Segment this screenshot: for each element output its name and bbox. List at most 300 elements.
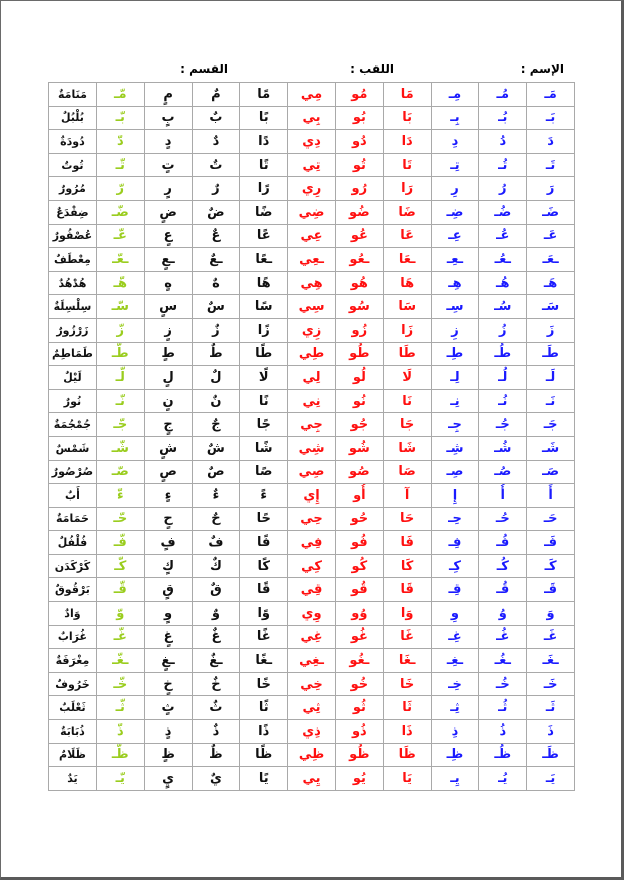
shadda-cell: مّـ bbox=[96, 83, 144, 107]
tanwin-fath-cell: زًا bbox=[240, 318, 288, 342]
tanwin-fath-cell: وًا bbox=[240, 602, 288, 626]
kasra-cell: هِـ bbox=[431, 271, 479, 295]
tanwin-damm-cell: جٌ bbox=[192, 413, 240, 437]
word-cell: وَادٌ bbox=[49, 602, 97, 626]
waw-cell: مُو bbox=[335, 83, 383, 107]
fatha-cell: مَـ bbox=[527, 83, 575, 107]
fatha-cell: لَـ bbox=[527, 366, 575, 390]
table-row bbox=[49, 318, 575, 342]
tanwin-damm-cell: ءٌ bbox=[192, 484, 240, 508]
damma-cell: ضُـ bbox=[479, 200, 527, 224]
waw-cell: رُو bbox=[335, 177, 383, 201]
fatha-cell: ـغَـ bbox=[527, 649, 575, 673]
ya-cell: ثِي bbox=[288, 696, 336, 720]
damma-cell: تُـ bbox=[479, 153, 527, 177]
kasra-cell: طِـ bbox=[431, 342, 479, 366]
tanwin-fath-cell: ءً bbox=[240, 484, 288, 508]
ya-cell: طِي bbox=[288, 342, 336, 366]
letters-table bbox=[48, 82, 575, 791]
shadda-cell: ـغّـ bbox=[96, 649, 144, 673]
kasra-cell: كِـ bbox=[431, 554, 479, 578]
ya-cell: ذِي bbox=[288, 720, 336, 744]
shadda-cell: ثّـ bbox=[96, 696, 144, 720]
table-row bbox=[49, 248, 575, 272]
shadda-cell: شّـ bbox=[96, 436, 144, 460]
tanwin-damm-cell: حٌ bbox=[192, 507, 240, 531]
damma-cell: كُـ bbox=[479, 554, 527, 578]
damma-cell: شُـ bbox=[479, 436, 527, 460]
shadda-cell: ذّ bbox=[96, 720, 144, 744]
alif-cell: حَا bbox=[383, 507, 431, 531]
word-cell: ثَعْلَبٌ bbox=[49, 696, 97, 720]
tanwin-kasr-cell: وٍ bbox=[144, 602, 192, 626]
kasra-cell: حِـ bbox=[431, 507, 479, 531]
damma-cell: وُ bbox=[479, 602, 527, 626]
ya-cell: سِي bbox=[288, 295, 336, 319]
shadda-cell: هّـ bbox=[96, 271, 144, 295]
word-cell: سِلْسِلَةٌ bbox=[49, 295, 97, 319]
kasra-cell: ـغِـ bbox=[431, 649, 479, 673]
kasra-cell: دِ bbox=[431, 130, 479, 154]
table-row bbox=[49, 507, 575, 531]
kasra-cell: فِـ bbox=[431, 531, 479, 555]
tanwin-fath-cell: مًا bbox=[240, 83, 288, 107]
tanwin-fath-cell: خًا bbox=[240, 672, 288, 696]
fatha-cell: وَ bbox=[527, 602, 575, 626]
waw-cell: جُو bbox=[335, 413, 383, 437]
kasra-cell: يِـ bbox=[431, 767, 479, 791]
waw-cell: ـعُو bbox=[335, 248, 383, 272]
alif-cell: ذَا bbox=[383, 720, 431, 744]
ya-cell: صِي bbox=[288, 460, 336, 484]
waw-cell: ضُو bbox=[335, 200, 383, 224]
tanwin-kasr-cell: لٍ bbox=[144, 366, 192, 390]
shadda-cell: لّـ bbox=[96, 366, 144, 390]
damma-cell: يُـ bbox=[479, 767, 527, 791]
kasra-cell: تِـ bbox=[431, 153, 479, 177]
tanwin-kasr-cell: صٍ bbox=[144, 460, 192, 484]
waw-cell: هُو bbox=[335, 271, 383, 295]
shadda-cell: قّـ bbox=[96, 578, 144, 602]
fatha-cell: نَـ bbox=[527, 389, 575, 413]
tanwin-damm-cell: قٌ bbox=[192, 578, 240, 602]
fatha-cell: رَ bbox=[527, 177, 575, 201]
fatha-cell: ثَـ bbox=[527, 696, 575, 720]
tanwin-fath-cell: نًا bbox=[240, 389, 288, 413]
kasra-cell: خِـ bbox=[431, 672, 479, 696]
tanwin-fath-cell: طًا bbox=[240, 342, 288, 366]
shadda-cell: دّ bbox=[96, 130, 144, 154]
damma-cell: قُـ bbox=[479, 578, 527, 602]
waw-cell: نُو bbox=[335, 389, 383, 413]
kasra-cell: قِـ bbox=[431, 578, 479, 602]
tanwin-damm-cell: ظٌ bbox=[192, 743, 240, 767]
tanwin-damm-cell: عٌ bbox=[192, 224, 240, 248]
shadda-cell: عّـ bbox=[96, 224, 144, 248]
fatha-cell: قَـ bbox=[527, 578, 575, 602]
tanwin-fath-cell: بًا bbox=[240, 106, 288, 130]
table-row bbox=[49, 460, 575, 484]
table-row bbox=[49, 153, 575, 177]
tanwin-fath-cell: جًا bbox=[240, 413, 288, 437]
ya-cell: جِي bbox=[288, 413, 336, 437]
damma-cell: طُـ bbox=[479, 342, 527, 366]
waw-cell: سُو bbox=[335, 295, 383, 319]
damma-cell: ذُ bbox=[479, 720, 527, 744]
tanwin-fath-cell: كًا bbox=[240, 554, 288, 578]
ya-cell: دِي bbox=[288, 130, 336, 154]
ya-cell: ـغِي bbox=[288, 649, 336, 673]
tanwin-fath-cell: ذًا bbox=[240, 720, 288, 744]
tanwin-fath-cell: غًا bbox=[240, 625, 288, 649]
fatha-cell: صَـ bbox=[527, 460, 575, 484]
ya-cell: قِي bbox=[288, 578, 336, 602]
tanwin-kasr-cell: غٍ bbox=[144, 625, 192, 649]
alif-cell: غَا bbox=[383, 625, 431, 649]
alif-cell: لَا bbox=[383, 366, 431, 390]
table-row bbox=[49, 578, 575, 602]
fatha-cell: غَـ bbox=[527, 625, 575, 649]
ya-cell: وِي bbox=[288, 602, 336, 626]
tanwin-fath-cell: لًا bbox=[240, 366, 288, 390]
alif-cell: كَا bbox=[383, 554, 431, 578]
damma-cell: خُـ bbox=[479, 672, 527, 696]
tanwin-damm-cell: نٌ bbox=[192, 389, 240, 413]
word-cell: دُودَةٌ bbox=[49, 130, 97, 154]
alif-cell: هَا bbox=[383, 271, 431, 295]
shadda-cell: ءّ bbox=[96, 484, 144, 508]
tanwin-fath-cell: قًا bbox=[240, 578, 288, 602]
ya-cell: فِي bbox=[288, 531, 336, 555]
shadda-cell: سّـ bbox=[96, 295, 144, 319]
damma-cell: هُـ bbox=[479, 271, 527, 295]
table-row bbox=[49, 625, 575, 649]
fatha-cell: تَـ bbox=[527, 153, 575, 177]
kasra-cell: إِ bbox=[431, 484, 479, 508]
fatha-cell: عَـ bbox=[527, 224, 575, 248]
table-row bbox=[49, 413, 575, 437]
tanwin-kasr-cell: طٍ bbox=[144, 342, 192, 366]
alif-cell: سَا bbox=[383, 295, 431, 319]
waw-cell: صُو bbox=[335, 460, 383, 484]
kasra-cell: سِـ bbox=[431, 295, 479, 319]
tanwin-kasr-cell: خٍ bbox=[144, 672, 192, 696]
waw-cell: عُو bbox=[335, 224, 383, 248]
waw-cell: زُو bbox=[335, 318, 383, 342]
waw-cell: دُو bbox=[335, 130, 383, 154]
damma-cell: مُـ bbox=[479, 83, 527, 107]
tanwin-damm-cell: دٌ bbox=[192, 130, 240, 154]
word-cell: أَبٌ bbox=[49, 484, 97, 508]
ya-cell: عِي bbox=[288, 224, 336, 248]
shadda-cell: طّـ bbox=[96, 342, 144, 366]
tanwin-kasr-cell: تٍ bbox=[144, 153, 192, 177]
tanwin-kasr-cell: شٍ bbox=[144, 436, 192, 460]
table-row bbox=[49, 224, 575, 248]
shadda-cell: بّـ bbox=[96, 106, 144, 130]
tanwin-kasr-cell: عٍ bbox=[144, 224, 192, 248]
kasra-cell: زِ bbox=[431, 318, 479, 342]
tanwin-damm-cell: سٌ bbox=[192, 295, 240, 319]
tanwin-damm-cell: خٌ bbox=[192, 672, 240, 696]
ya-cell: حِي bbox=[288, 507, 336, 531]
tanwin-damm-cell: صٌ bbox=[192, 460, 240, 484]
waw-cell: غُو bbox=[335, 625, 383, 649]
tanwin-fath-cell: ـغًا bbox=[240, 649, 288, 673]
alif-cell: شَا bbox=[383, 436, 431, 460]
shadda-cell: فّـ bbox=[96, 531, 144, 555]
waw-cell: بُو bbox=[335, 106, 383, 130]
tanwin-kasr-cell: يٍ bbox=[144, 767, 192, 791]
word-cell: حَمَامَةٌ bbox=[49, 507, 97, 531]
waw-cell: ثُو bbox=[335, 696, 383, 720]
tanwin-fath-cell: هًا bbox=[240, 271, 288, 295]
word-cell: مِعْطَفٌ bbox=[49, 248, 97, 272]
damma-cell: فُـ bbox=[479, 531, 527, 555]
alif-cell: مَا bbox=[383, 83, 431, 107]
tanwin-fath-cell: ظًا bbox=[240, 743, 288, 767]
tanwin-kasr-cell: حٍ bbox=[144, 507, 192, 531]
word-cell: مَنَامَةٌ bbox=[49, 83, 97, 107]
word-cell: ذُبَابَةٌ bbox=[49, 720, 97, 744]
word-cell: ظَلَامٌ bbox=[49, 743, 97, 767]
table-row bbox=[49, 200, 575, 224]
fatha-cell: ضَـ bbox=[527, 200, 575, 224]
table-row bbox=[49, 83, 575, 107]
waw-cell: فُو bbox=[335, 531, 383, 555]
ya-cell: ضِي bbox=[288, 200, 336, 224]
letters-table-body bbox=[49, 83, 575, 791]
tanwin-kasr-cell: ظٍ bbox=[144, 743, 192, 767]
damma-cell: ـعُـ bbox=[479, 248, 527, 272]
ya-cell: رِي bbox=[288, 177, 336, 201]
fatha-cell: ظَـ bbox=[527, 743, 575, 767]
shadda-cell: حّـ bbox=[96, 507, 144, 531]
fatha-cell: جَـ bbox=[527, 413, 575, 437]
tanwin-kasr-cell: ـغٍ bbox=[144, 649, 192, 673]
damma-cell: ثُـ bbox=[479, 696, 527, 720]
waw-cell: ذُو bbox=[335, 720, 383, 744]
kasra-cell: وِ bbox=[431, 602, 479, 626]
tanwin-kasr-cell: ءٍ bbox=[144, 484, 192, 508]
word-cell: زَرْزُورٌ bbox=[49, 318, 97, 342]
tanwin-fath-cell: يًا bbox=[240, 767, 288, 791]
waw-cell: طُو bbox=[335, 342, 383, 366]
table-row bbox=[49, 271, 575, 295]
fatha-cell: خَـ bbox=[527, 672, 575, 696]
shadda-cell: يّـ bbox=[96, 767, 144, 791]
alif-cell: خَا bbox=[383, 672, 431, 696]
tanwin-kasr-cell: ـعٍ bbox=[144, 248, 192, 272]
tanwin-fath-cell: شًا bbox=[240, 436, 288, 460]
tanwin-kasr-cell: ذٍ bbox=[144, 720, 192, 744]
tanwin-fath-cell: عًا bbox=[240, 224, 288, 248]
alif-cell: ضَا bbox=[383, 200, 431, 224]
alif-cell: دَا bbox=[383, 130, 431, 154]
alif-cell: ثَا bbox=[383, 696, 431, 720]
shadda-cell: رّ bbox=[96, 177, 144, 201]
damma-cell: أُ bbox=[479, 484, 527, 508]
tanwin-kasr-cell: زٍ bbox=[144, 318, 192, 342]
tanwin-fath-cell: سًا bbox=[240, 295, 288, 319]
tanwin-kasr-cell: قٍ bbox=[144, 578, 192, 602]
fatha-cell: سَـ bbox=[527, 295, 575, 319]
alif-cell: صَا bbox=[383, 460, 431, 484]
shadda-cell: ضّـ bbox=[96, 200, 144, 224]
tanwin-kasr-cell: هٍ bbox=[144, 271, 192, 295]
alif-cell: قَا bbox=[383, 578, 431, 602]
tanwin-fath-cell: دًا bbox=[240, 130, 288, 154]
alif-cell: ظَا bbox=[383, 743, 431, 767]
alif-cell: عَا bbox=[383, 224, 431, 248]
table-row bbox=[49, 484, 575, 508]
fatha-cell: حَـ bbox=[527, 507, 575, 531]
damma-cell: بُـ bbox=[479, 106, 527, 130]
damma-cell: ـغُـ bbox=[479, 649, 527, 673]
kasra-cell: عِـ bbox=[431, 224, 479, 248]
tanwin-fath-cell: فًا bbox=[240, 531, 288, 555]
table-row bbox=[49, 366, 575, 390]
tanwin-damm-cell: لٌ bbox=[192, 366, 240, 390]
shadda-cell: غّـ bbox=[96, 625, 144, 649]
tanwin-fath-cell: تًا bbox=[240, 153, 288, 177]
alif-cell: تَا bbox=[383, 153, 431, 177]
ya-cell: شِي bbox=[288, 436, 336, 460]
ya-cell: خِي bbox=[288, 672, 336, 696]
damma-cell: زُ bbox=[479, 318, 527, 342]
waw-cell: خُو bbox=[335, 672, 383, 696]
kasra-cell: شِـ bbox=[431, 436, 479, 460]
table-row bbox=[49, 342, 575, 366]
table-row bbox=[49, 436, 575, 460]
tanwin-fath-cell: ضًا bbox=[240, 200, 288, 224]
tanwin-kasr-cell: كٍ bbox=[144, 554, 192, 578]
damma-cell: رُ bbox=[479, 177, 527, 201]
shadda-cell: جّـ bbox=[96, 413, 144, 437]
fatha-cell: شَـ bbox=[527, 436, 575, 460]
table-row bbox=[49, 531, 575, 555]
alif-cell: جَا bbox=[383, 413, 431, 437]
waw-cell: أُو bbox=[335, 484, 383, 508]
fatha-cell: أَ bbox=[527, 484, 575, 508]
waw-cell: قُو bbox=[335, 578, 383, 602]
fatha-cell: دَ bbox=[527, 130, 575, 154]
fatha-cell: زَ bbox=[527, 318, 575, 342]
waw-cell: كُو bbox=[335, 554, 383, 578]
tanwin-damm-cell: زٌ bbox=[192, 318, 240, 342]
tanwin-kasr-cell: فٍ bbox=[144, 531, 192, 555]
fatha-cell: هَـ bbox=[527, 271, 575, 295]
kasra-cell: ظِـ bbox=[431, 743, 479, 767]
tanwin-kasr-cell: رٍ bbox=[144, 177, 192, 201]
tanwin-fath-cell: ـعًا bbox=[240, 248, 288, 272]
fatha-cell: ذَ bbox=[527, 720, 575, 744]
tanwin-damm-cell: فٌ bbox=[192, 531, 240, 555]
kasra-cell: لِـ bbox=[431, 366, 479, 390]
tanwin-kasr-cell: ثٍ bbox=[144, 696, 192, 720]
ya-cell: تِي bbox=[288, 153, 336, 177]
tanwin-damm-cell: ثٌ bbox=[192, 696, 240, 720]
tanwin-damm-cell: مٌ bbox=[192, 83, 240, 107]
tanwin-fath-cell: ثًا bbox=[240, 696, 288, 720]
ya-cell: هِي bbox=[288, 271, 336, 295]
table-row bbox=[49, 177, 575, 201]
tanwin-damm-cell: هٌ bbox=[192, 271, 240, 295]
tanwin-damm-cell: غٌ bbox=[192, 625, 240, 649]
kasra-cell: جِـ bbox=[431, 413, 479, 437]
tanwin-damm-cell: بٌ bbox=[192, 106, 240, 130]
tanwin-kasr-cell: نٍ bbox=[144, 389, 192, 413]
fatha-cell: فَـ bbox=[527, 531, 575, 555]
tanwin-damm-cell: شٌ bbox=[192, 436, 240, 460]
shadda-cell: وّ bbox=[96, 602, 144, 626]
shadda-cell: صّـ bbox=[96, 460, 144, 484]
waw-cell: وُو bbox=[335, 602, 383, 626]
tanwin-damm-cell: رٌ bbox=[192, 177, 240, 201]
tanwin-damm-cell: تٌ bbox=[192, 153, 240, 177]
tanwin-damm-cell: كٌ bbox=[192, 554, 240, 578]
word-cell: هُدْهُدٌ bbox=[49, 271, 97, 295]
tanwin-damm-cell: ـعٌ bbox=[192, 248, 240, 272]
fatha-cell: طَـ bbox=[527, 342, 575, 366]
table-row bbox=[49, 649, 575, 673]
tanwin-kasr-cell: بٍ bbox=[144, 106, 192, 130]
damma-cell: جُـ bbox=[479, 413, 527, 437]
tanwin-kasr-cell: دٍ bbox=[144, 130, 192, 154]
ya-cell: بِي bbox=[288, 106, 336, 130]
word-cell: تُوتٌ bbox=[49, 153, 97, 177]
damma-cell: حُـ bbox=[479, 507, 527, 531]
shadda-cell: تّـ bbox=[96, 153, 144, 177]
tanwin-damm-cell: ذٌ bbox=[192, 720, 240, 744]
tanwin-damm-cell: ضٌ bbox=[192, 200, 240, 224]
word-cell: مِغْرَفَةٌ bbox=[49, 649, 97, 673]
damma-cell: ظُـ bbox=[479, 743, 527, 767]
kasra-cell: مِـ bbox=[431, 83, 479, 107]
damma-cell: غُـ bbox=[479, 625, 527, 649]
kasra-cell: رِ bbox=[431, 177, 479, 201]
ya-cell: زِي bbox=[288, 318, 336, 342]
alif-cell: طَا bbox=[383, 342, 431, 366]
tanwin-kasr-cell: مٍ bbox=[144, 83, 192, 107]
table-row bbox=[49, 106, 575, 130]
header bbox=[0, 62, 626, 82]
section-label: القسم : bbox=[180, 62, 228, 76]
alif-cell: بَا bbox=[383, 106, 431, 130]
alif-cell: فَا bbox=[383, 531, 431, 555]
tanwin-fath-cell: حًا bbox=[240, 507, 288, 531]
word-cell: بَرْقُوقٌ bbox=[49, 578, 97, 602]
word-cell: صُرْصُورٌ bbox=[49, 460, 97, 484]
damma-cell: دُ bbox=[479, 130, 527, 154]
alif-cell: زَا bbox=[383, 318, 431, 342]
alif-cell: رَا bbox=[383, 177, 431, 201]
shadda-cell: نّـ bbox=[96, 389, 144, 413]
damma-cell: صُـ bbox=[479, 460, 527, 484]
ya-cell: غِي bbox=[288, 625, 336, 649]
shadda-cell: خّـ bbox=[96, 672, 144, 696]
kasra-cell: ذِ bbox=[431, 720, 479, 744]
word-cell: ضِفْدَعٌ bbox=[49, 200, 97, 224]
damma-cell: سُـ bbox=[479, 295, 527, 319]
kasra-cell: غِـ bbox=[431, 625, 479, 649]
word-cell: بُلْبُلٌ bbox=[49, 106, 97, 130]
waw-cell: لُو bbox=[335, 366, 383, 390]
ya-cell: مِي bbox=[288, 83, 336, 107]
ya-cell: لِي bbox=[288, 366, 336, 390]
tanwin-damm-cell: وٌ bbox=[192, 602, 240, 626]
name-label: الإسم : bbox=[520, 62, 564, 76]
